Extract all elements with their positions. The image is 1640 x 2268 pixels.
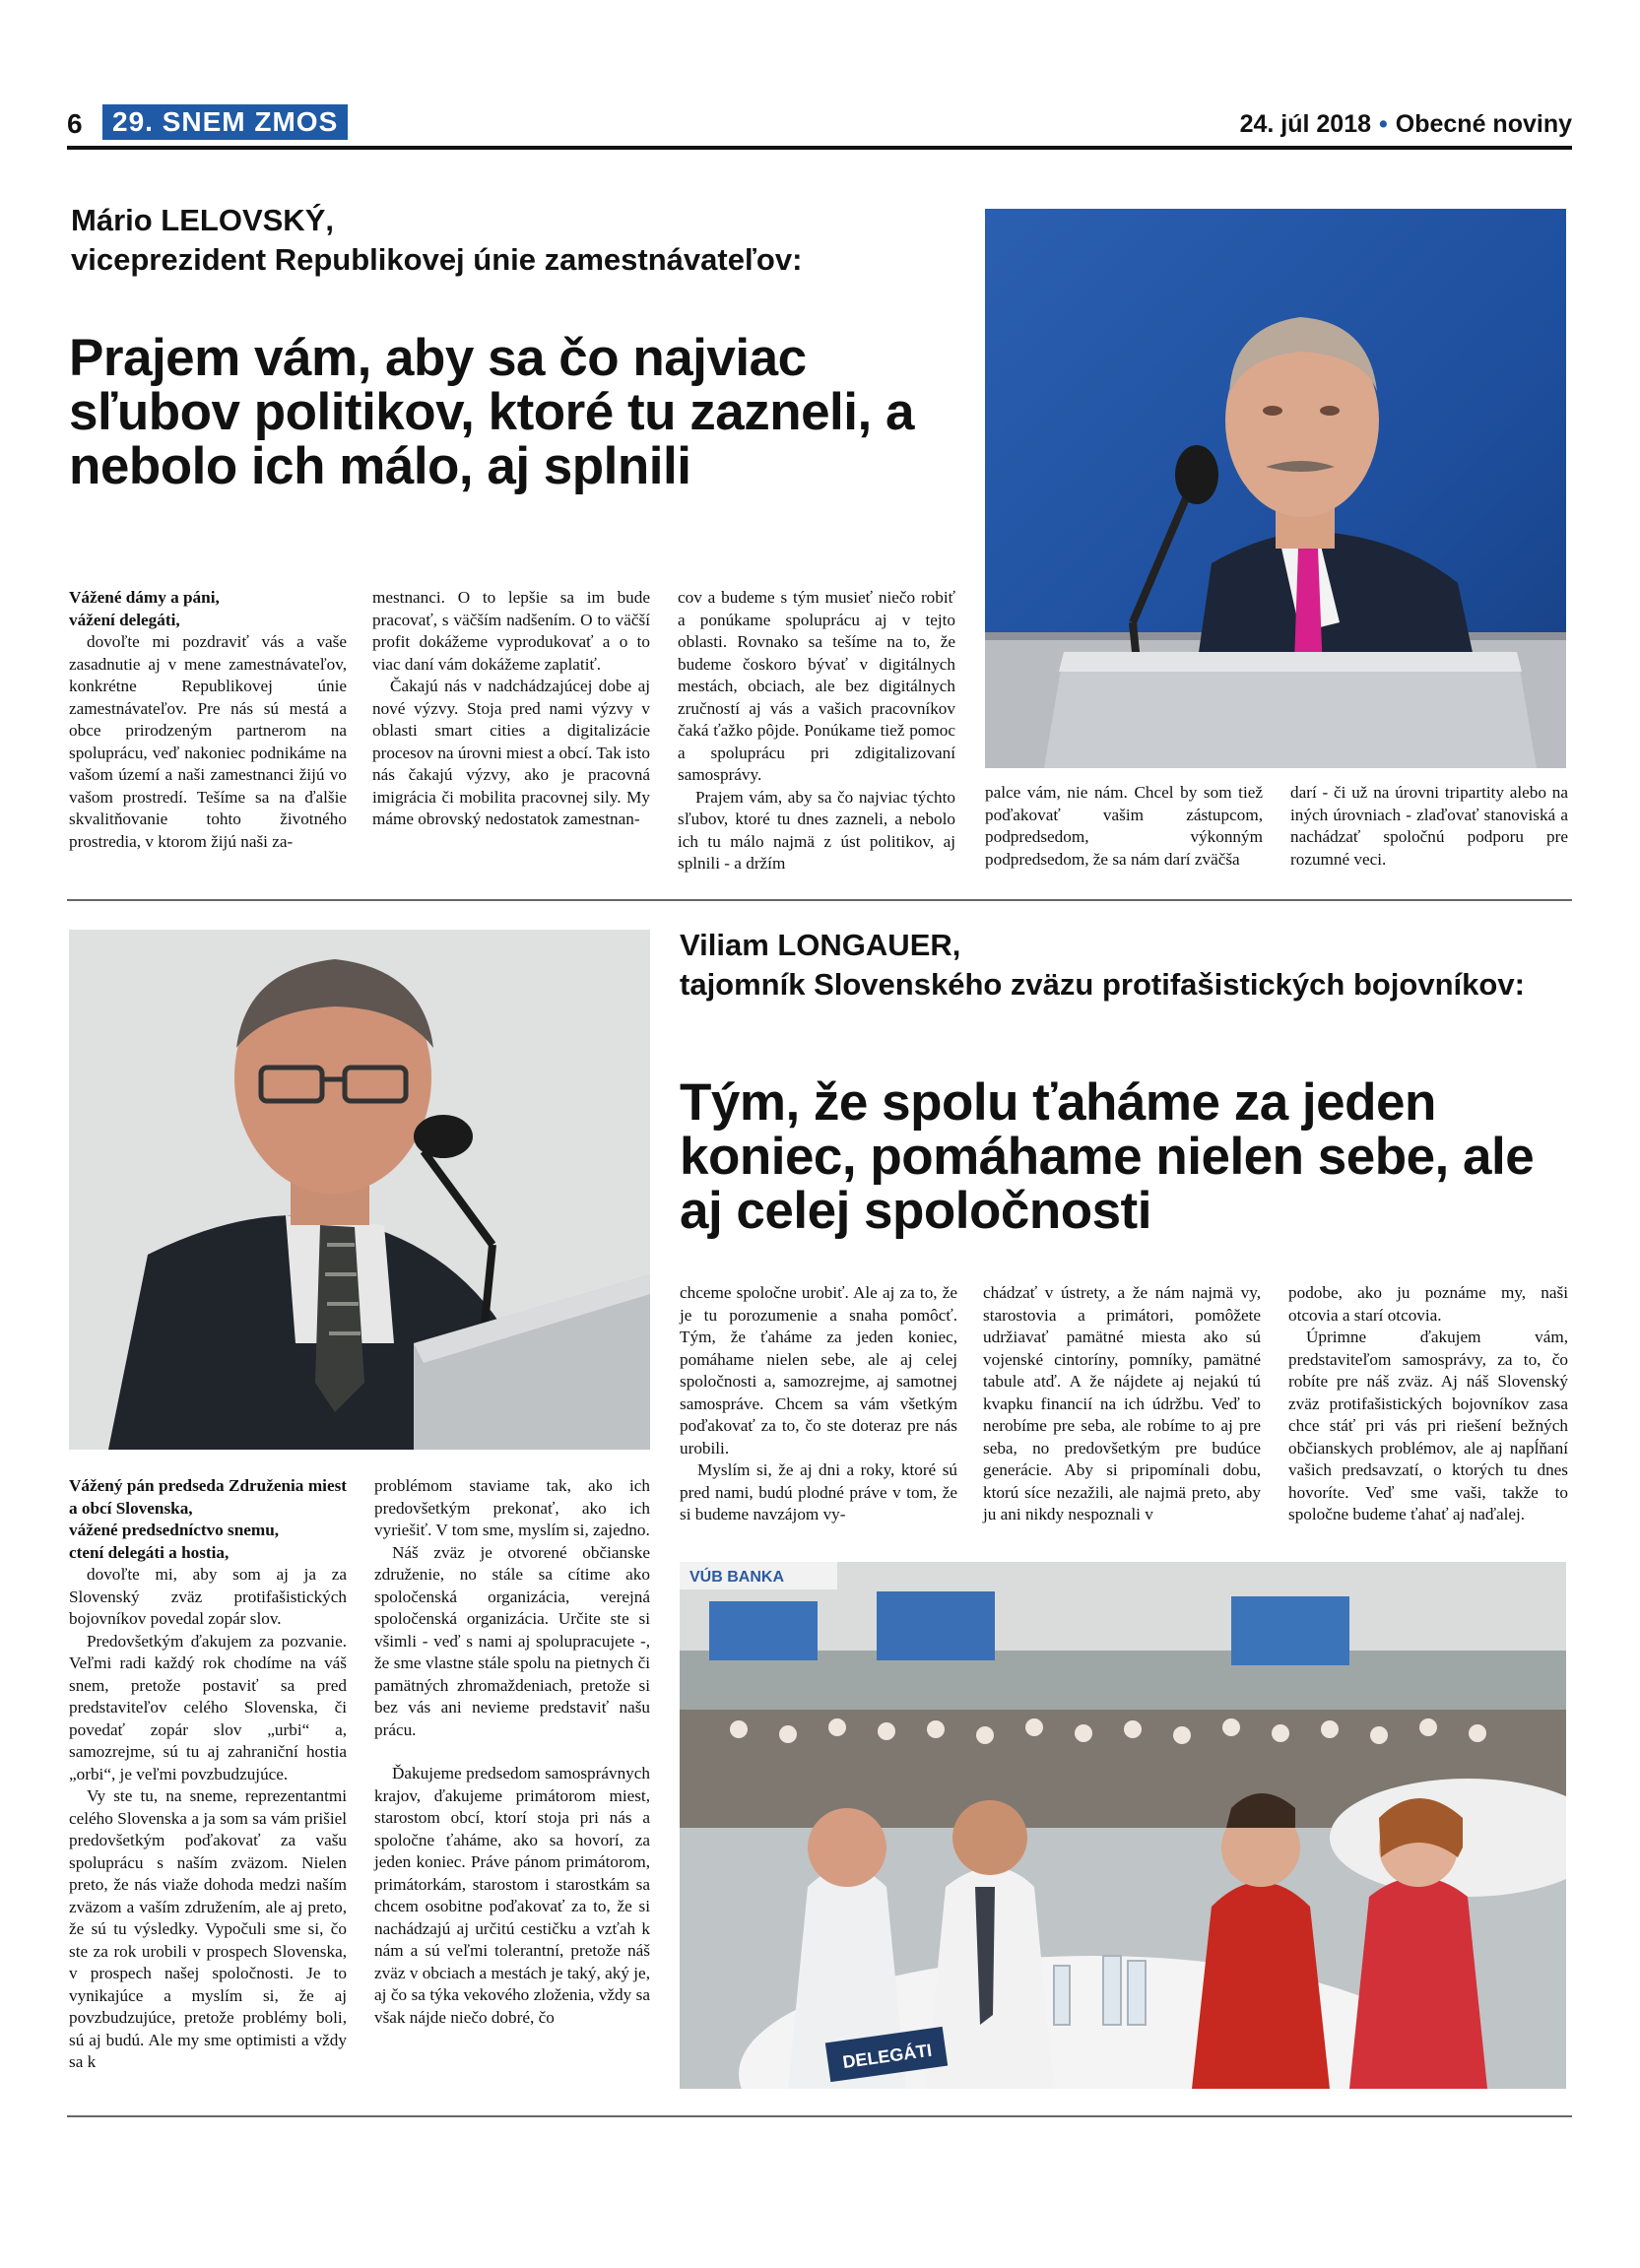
- congress-hall-photo-image: [680, 1562, 1566, 2089]
- congress-hall-photo: [680, 1562, 1566, 2089]
- article1-paragraph: mestnanci. O to lepšie sa im bude pracovať, s väčším nadšením. O to väčší profit dokážeme vyprodukovať a o to viac daní vám dokážeme zaplatiť.: [372, 588, 650, 674]
- section-divider: [67, 899, 1572, 901]
- longauer-photo: [69, 930, 650, 1450]
- publication-name: Obecné noviny: [1395, 110, 1572, 138]
- article1-speaker-name: Mário LELOVSKÝ,: [71, 203, 334, 237]
- article2-paragraph: chádzať v ústrety, a že nám najmä vy, starostovia a primátori, pomôžete udržiavať pamätné miesta ako sú vojenské cintoríny, pomníky, pamätné tabule atď. A že nájdete aj nejakú tú kvapku financií na ich údržbu. Veď to nerobíme pre seba, ale robíme to aj pre seba, no predovšetkým pre budúce generácie. Aby si pripomínali dobu, ktorú síce nezažili, ale najmä preto, aby ju ani nikdy nespoznali v: [983, 1283, 1261, 1523]
- bank-sign: VÚB BANKA: [689, 1569, 784, 1586]
- article2-paragraph: problémom staviame tak, ako ich predovšetkým prekonať, ako ich vyriešiť. V tom sme, myslím si, zajedno.: [374, 1476, 650, 1539]
- article1-paragraph: Čakajú nás v nadchádzajúcej dobe aj nové výzvy. Stoja pred nami výzvy v oblasti smart cities a digitalizácie procesov na úrovni miest a obcí. Tak isto nás čakajú výzvy, ako je pracovná imigrácia či mobilita pracovnej sily. My máme obrovský nedostatok zamestnan-: [372, 677, 651, 828]
- page-number: 6: [67, 108, 83, 139]
- issue-date: 24. júl 2018: [1239, 110, 1372, 138]
- article2-speaker-role: tajomník Slovenského zväzu protifašistických bojovníkov:: [680, 967, 1525, 1002]
- article2-column-5: [1288, 1282, 1568, 1526]
- table-sign: DELEGÁTI: [841, 2040, 934, 2073]
- header-rule: [67, 146, 1572, 150]
- article2-column-2: [374, 1475, 650, 2029]
- article2-paragraph: podobe, ako ju poznáme my, naši otcovia a starí otcovia.: [1288, 1283, 1568, 1325]
- article2-column-4: [983, 1282, 1261, 1526]
- article1-paragraph: darí - či už na úrovni tripartity alebo na iných úrovniach - zlaďovať stanoviská a nachádzať spoločnú podporu pre rozumné veci.: [1290, 783, 1568, 869]
- article2-paragraph: chceme spoločne urobiť. Ale aj za to, že je tu porozumenie a snaha pomôcť. Tým, že ťaháme za jeden koniec, pomáhame nielen sebe, ale aj celej spoločnosti a, samozrejme, aj samotnej samospráve. Chcem sa vám všetkým poďakovať za to, čo ste doteraz pre nás urobili.: [680, 1283, 957, 1458]
- article1-paragraph: dovoľte mi pozdraviť vás a vaše zasadnutie aj v mene zamestnávateľov, konkrétne Republikovej únie zamestnávateľov. Pre nás sú mestá a obce prirodzeným partnerom na spoluprácu, veď nakoniec podnikáme na vašom území a naši zamestnanci žijú vo vašom prostredí. Tešíme sa na ďalšie skvalitňovanie tohto životného prostredia, v ktorom žijú naši za-: [69, 632, 347, 851]
- bottom-rule: [67, 2115, 1572, 2117]
- article2-column-1: [69, 1475, 347, 2074]
- article2-greeting: Vážený pán predseda Združenia miest a obcí Slovenska, vážené predsedníctvo snemu, ctení delegáti a hostia,: [69, 1476, 347, 1562]
- lelovsky-photo: [985, 209, 1566, 768]
- longauer-photo-image: [69, 930, 650, 1450]
- section-tag: 29. SNEM ZMOS: [102, 104, 348, 140]
- article1-column-4: [985, 782, 1263, 871]
- article2-paragraph: Predovšetkým ďakujem za pozvanie. Veľmi radi každý rok chodíme na váš snem, pretože postaviť sa pred predstaviteľov celého Slovenska, či povedať zopár slov „urbi“ a, samozrejme, sú tu aj zahraniční hostia „orbi“, je veľmi povzbudzujúce.: [69, 1631, 347, 1783]
- article2-paragraph: Ďakujeme predsedom samosprávnych krajov, ďakujeme primátorom miest, starostom obcí, ktorí stoja pri nás a spoločne ťaháme, ako sa hovorí, za jeden koniec. Práve pánom primátorom, primátorkám, starostom i starostkám sa chcem osobitne poďakovať za to, že si nachádzajú aj určitú cestičku a vzťah k nám a sú veľmi tolerantní, pretože náš zväz v obciach a mestách je taký, aký je, aj čo sa týka vekového zloženia, vždy sa však nájde niečo dobré, čo: [374, 1764, 650, 2027]
- separator-dot: •: [1379, 110, 1388, 138]
- article1-column-1: [69, 587, 347, 853]
- article2-paragraph: dovoľte mi, aby som aj ja za Slovenský zväz protifašistických bojovníkov povedal zopár slov.: [69, 1565, 347, 1628]
- article2-paragraph: Úprimne ďakujem vám, predstaviteľom samosprávy, za to, čo robíte pre náš zväz. Aj náš Slovenský zväz protifašistických bojovníkov zasa chce stáť pri vás pri riešení bežných občianskych problémov, ale aj napĺňaní vašich predsavzatí, o ktorých tu dnes hovoríte. Veď sme vaši, takže to spoločne budeme ťahať aj naďalej.: [1288, 1328, 1568, 1523]
- article1-paragraph: Prajem vám, aby sa čo najviac týchto sľubov, ktoré tu dnes zazneli, a nebolo ich tu málo najmä z úst politikov, aj splnili - a držím: [678, 787, 955, 873]
- article1-speaker: [71, 201, 977, 280]
- article2-speaker: [680, 926, 1566, 1004]
- article2-column-3: [680, 1282, 957, 1526]
- article1-headline: Prajem vám, aby sa čo najviac sľubov politikov, ktoré tu zazneli, a nebolo ich málo, aj splnili: [69, 329, 914, 496]
- article2-paragraph: Náš zväz je otvorené občianske združenie, no stále sa cítime ako spoločenská organizácia, verejná spoločenská organizácia. Určite ste si všimli - veď s nami aj spolupracujete -, že sme vlastne stále spolu na pietnych či pamätných zhromaždeniach, pretože si bez vás ani nevieme predstaviť našu prácu.: [374, 1542, 650, 1739]
- page-header: [67, 104, 1572, 146]
- article1-paragraph: palce vám, nie nám. Chcel by som tiež poďakovať vašim zástupcom, podpredsedom, výkonným podpredsedom, že sa nám darí zväčša: [985, 783, 1263, 869]
- article2-headline: Tým, že spolu ťaháme za jeden koniec, pomáhame nielen sebe, ale aj celej spoločnosti: [680, 1073, 1535, 1241]
- article1-greeting: Vážené dámy a páni, vážení delegáti,: [69, 588, 220, 629]
- lelovsky-photo-image: [985, 209, 1566, 768]
- article2-paragraph: Vy ste tu, na sneme, reprezentantmi celého Slovenska a ja som sa vám prišiel predovšetkým poďakovať za vašu spoluprácu s naším zväzom. Nielen preto, že nás viaže dohoda medzi naším zväzom a vaším združením, ale aj preto, že sú tu výsledky. Vypočuli sme si, čo ste za rok urobili v prospech Slovenska, v prospech našej spoločnosti. Je to vynikajúce a myslím si, že aj povzbudzujúce, pretože problémy boli, sú aj budú. Ale my sme optimisti a vždy sa k: [69, 1786, 347, 2071]
- article2-speaker-name: Viliam LONGAUER,: [680, 928, 961, 962]
- article1-column-2: [372, 587, 650, 831]
- article1-column-3: [678, 587, 955, 875]
- article1-column-5: [1290, 782, 1568, 871]
- article1-speaker-role: viceprezident Republikovej únie zamestnávateľov:: [71, 242, 803, 277]
- issue-info: [1240, 110, 1572, 139]
- article1-paragraph: cov a budeme s tým musieť niečo robiť a ponúkame spoluprácu aj v tejto oblasti. Rovnako sa tešíme na to, že budeme čoskoro bývať v digitálnych mestách, obciach, ale bez digitálnych zručností aj vás a vašich pracovníkov čaká ťažko pôjde. Ponúkame tiež pomoc a spoluprácu pri zdigitalizovaní samosprávy.: [678, 588, 955, 784]
- article2-paragraph: Myslím si, že aj dni a roky, ktoré sú pred nami, budú plodné práve v tom, že si budeme navzájom vy-: [680, 1460, 957, 1523]
